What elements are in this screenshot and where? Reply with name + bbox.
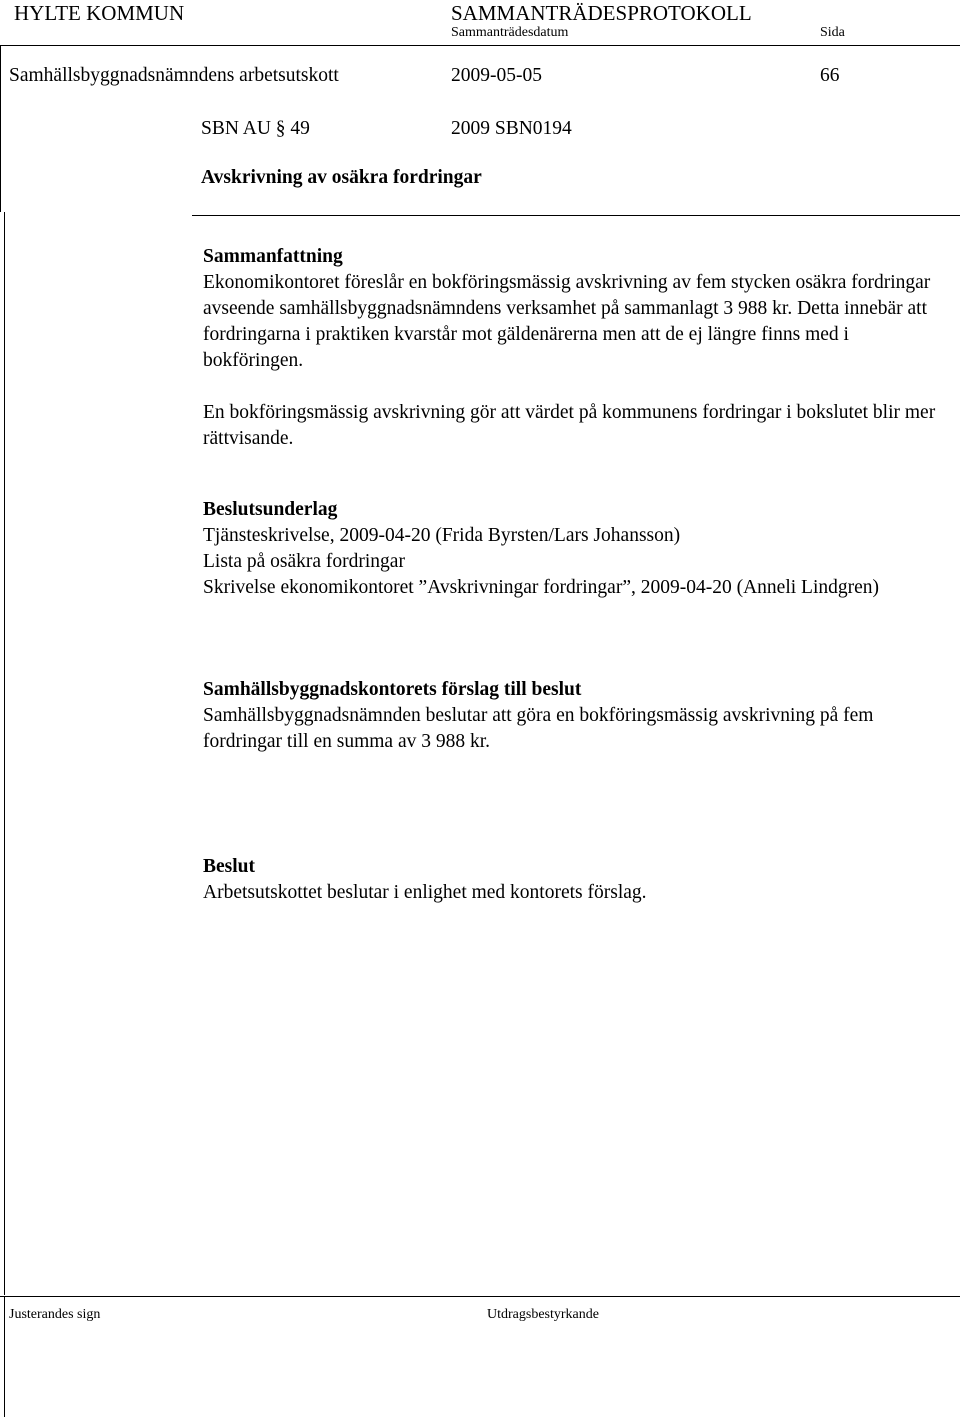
proposal-heading: Samhällsbyggnadskontorets förslag till beslut xyxy=(203,679,582,700)
proposal-text: Samhällsbyggnadsnämnden beslutar att göra en bokföringsmässig avskrivning på fem fordringar till en summa av 3 988 kr. xyxy=(203,705,874,752)
paragraph-reference: SBN AU § 49 xyxy=(201,118,310,139)
decision-text: Arbetsutskottet beslutar i enlighet med kontorets förslag. xyxy=(203,882,647,903)
title-rule xyxy=(192,215,960,216)
summary-paragraph-2: En bokföringsmässig avskrivning gör att värdet på kommunens fordringar i bokslutet blir mer rättvisande. xyxy=(203,402,936,449)
document-type: SAMMANTRÄDESPROTOKOLL xyxy=(451,1,752,25)
basis-line-2: Lista på osäkra fordringar xyxy=(203,551,405,572)
organization-name: HYLTE KOMMUN xyxy=(14,1,185,25)
summary-paragraph-1: Ekonomikontoret föreslår en bokföringsmässig avskrivning av fem stycken osäkra fordringar avseende samhällsbyggnadsnämndens verksamhet på sammanlagt 3 988 kr. Detta innebär att fordringarna i praktiken kvarstår mot gäldenärerna men att de ej längre finns med i bokföringen. xyxy=(203,272,931,371)
meeting-date-label: Sammanträdesdatum xyxy=(451,25,569,40)
summary-section xyxy=(203,244,943,452)
header-top-rule xyxy=(0,45,960,46)
frame-left-line-top xyxy=(0,45,1,212)
page-label: Sida xyxy=(820,25,845,40)
meeting-date: 2009-05-05 xyxy=(451,65,542,86)
basis-section xyxy=(203,497,943,601)
basis-line-3: Skrivelse ekonomikontoret ”Avskrivningar fordringar”, 2009-04-20 (Anneli Lindgren) xyxy=(203,577,880,598)
page-number: 66 xyxy=(820,65,840,86)
case-number: 2009 SBN0194 xyxy=(451,118,572,139)
frame-left-line xyxy=(4,212,5,1295)
extract-certification-label: Utdragsbestyrkande xyxy=(487,1307,599,1322)
committee-name: Samhällsbyggnadsnämndens arbetsutskott xyxy=(9,65,339,86)
decision-section xyxy=(203,854,943,906)
footer-rule xyxy=(0,1296,960,1297)
item-title: Avskrivning av osäkra fordringar xyxy=(201,167,482,188)
frame-left-line-footer xyxy=(4,1296,5,1417)
summary-heading: Sammanfattning xyxy=(203,246,343,267)
proposal-section xyxy=(203,677,943,755)
basis-heading: Beslutsunderlag xyxy=(203,499,338,520)
signature-label: Justerandes sign xyxy=(9,1307,101,1322)
basis-line-1: Tjänsteskrivelse, 2009-04-20 (Frida Byrsten/Lars Johansson) xyxy=(203,525,681,546)
decision-heading: Beslut xyxy=(203,856,256,877)
